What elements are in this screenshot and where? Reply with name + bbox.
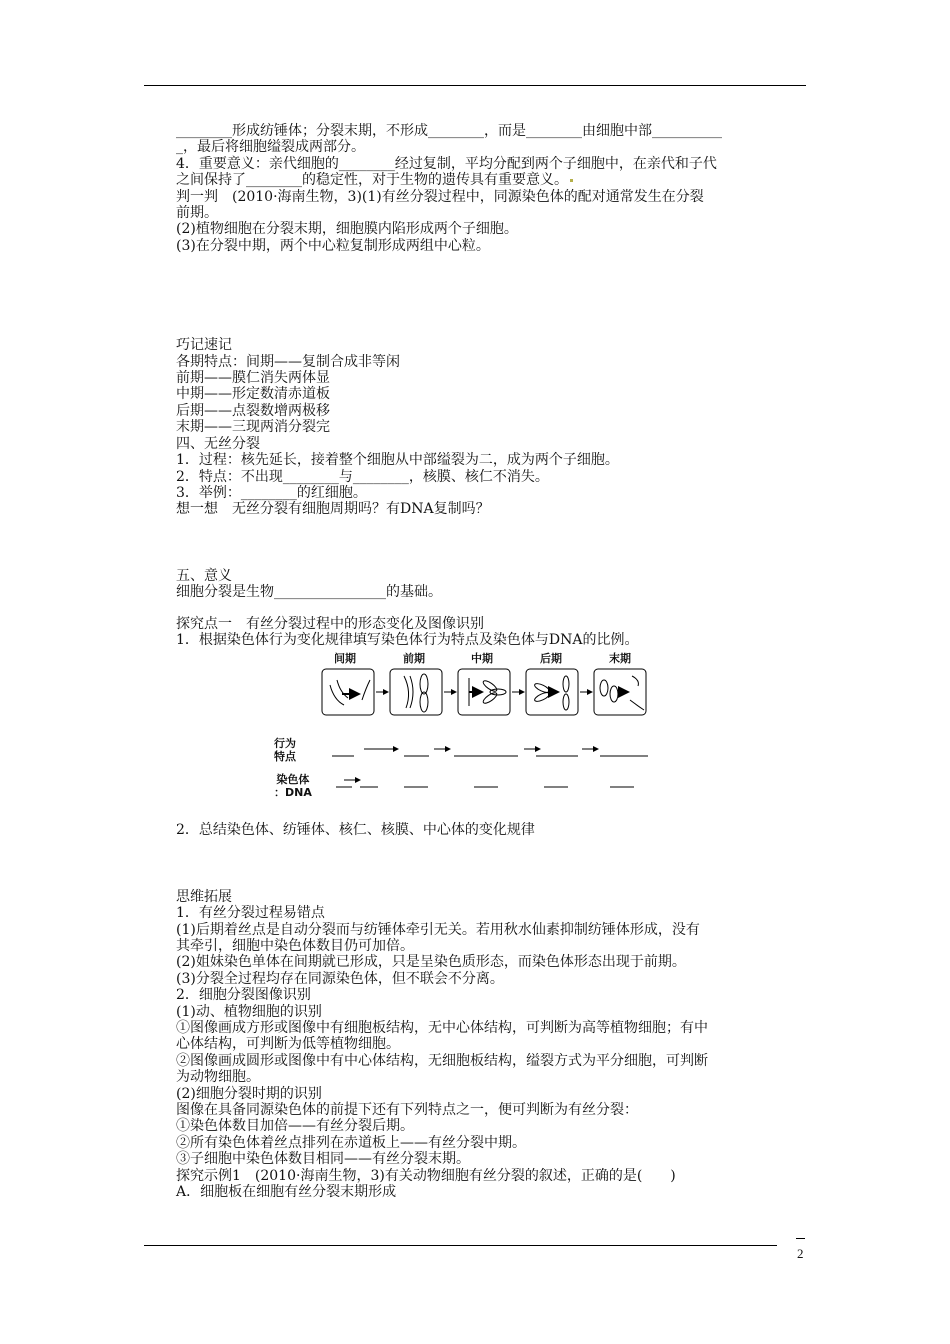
text-line: 前期。 — [176, 205, 218, 222]
text-line: 为动物细胞。 — [176, 1069, 260, 1086]
text-line: 其牵引，细胞中染色体数目仍可加倍。 — [176, 937, 414, 954]
page-number-mark — [796, 1238, 805, 1239]
stage-label-interphase: 间期 — [334, 652, 356, 666]
text-line: (2)细胞分裂时期的识别 — [176, 1085, 322, 1102]
text-line: 细胞分裂是生物________________的基础。 — [176, 584, 442, 601]
text-line: A．细胞板在细胞有丝分裂末期形成 — [176, 1184, 397, 1201]
section-heading: 巧记速记 — [176, 337, 232, 354]
text-line: 3．举例：________的红细胞。 — [176, 484, 367, 501]
text-line: ①图像画成方形或图像中有细胞板结构，无中心体结构，可判断为高等植物细胞；有中 — [176, 1020, 708, 1036]
cell-anaphase — [526, 669, 578, 715]
text-line: 中期——形定数清赤道板 — [176, 386, 330, 403]
cell-interphase — [322, 669, 374, 715]
mitosis-diagram — [274, 650, 704, 820]
text-line: 2．细胞分裂图像识别 — [176, 987, 311, 1004]
text-line: 2．总结染色体、纺锤体、核仁、核膜、中心体的变化规律 — [176, 822, 535, 839]
text-line: 1．过程：核先延长，接着整个细胞从中部缢裂为二，成为两个子细胞。 — [176, 452, 619, 469]
row-label-line: 染色体 — [276, 773, 310, 787]
text-line: 1．根据染色体行为变化规律填写染色体行为特点及染色体与DNA的比例。 — [176, 631, 639, 648]
page-body — [176, 123, 808, 1200]
stage-label-metaphase: 中期 — [471, 652, 493, 666]
text-line: 各期特点：间期——复制合成非等闲 — [176, 353, 400, 370]
text-line: ②图像画成圆形或图像中有中心体结构，无细胞板结构，缢裂方式为平分细胞，可判断 — [176, 1052, 708, 1069]
text-line: 后期——点裂数增两极移 — [176, 402, 330, 419]
text-line: 判一判 (2010·海南生物，3)(1)有丝分裂过程中，同源染色体的配对通常发生在分裂 — [176, 188, 704, 205]
section-heading: 五、意义 — [176, 567, 232, 584]
row-label-behavior — [274, 737, 296, 763]
text-line: ①染色体数目加倍——有丝分裂后期。 — [176, 1118, 414, 1135]
cell-metaphase — [458, 669, 510, 715]
cell-telophase — [594, 669, 646, 715]
text-line: (3)在分裂中期，两个中心粒复制形成两组中心粒。 — [176, 237, 490, 254]
text-line: (2)姐妹染色单体在间期就已形成，只是呈染色质形态，而染色体形态出现于前期。 — [176, 954, 686, 971]
text-line: 2．特点：不出现________与________，核膜、核仁不消失。 — [176, 468, 549, 485]
text-line: ③子细胞中染色体数目相同——有丝分裂末期。 — [176, 1151, 470, 1168]
stage-label-anaphase: 后期 — [540, 652, 562, 666]
page-number: 2 — [797, 1246, 804, 1261]
row-label-ratio — [274, 773, 312, 799]
text-line: 1．有丝分裂过程易错点 — [176, 905, 325, 922]
text-line: (3)分裂全过程均存在同源染色体，但不联会不分离。 — [176, 970, 504, 987]
text-line: ②所有染色体着丝点排列在赤道板上——有丝分裂中期。 — [176, 1134, 526, 1151]
text-line: ________形成纺锤体；分裂末期，不形成________，而是________由细胞中部__________ — [176, 123, 722, 139]
diagram-graphic — [304, 650, 704, 820]
text-line: 4．重要意义：亲代细胞的________经过复制，平均分配到两个子细胞中，在亲代和子代 — [176, 155, 717, 172]
header-rule — [144, 85, 806, 86]
text-line — [176, 172, 808, 188]
text-line: 图像在具备同源染色体的前提下还有下列特点之一，便可判断为有丝分裂： — [176, 1102, 638, 1119]
text-line: (2)植物细胞在分裂末期，细胞膜内陷形成两个子细胞。 — [176, 221, 518, 238]
text-line: (1)动、植物细胞的识别 — [176, 1003, 322, 1020]
footer-rule — [144, 1245, 777, 1246]
row-label-line: 行为 — [274, 737, 296, 751]
stage-label-telophase: 末期 — [609, 652, 631, 666]
behavior-row — [332, 749, 648, 756]
text-line: 末期——三现两消分裂完 — [176, 419, 330, 436]
text-line: 心体结构，可判断为低等植物细胞。 — [176, 1036, 400, 1053]
cell-prophase — [390, 669, 442, 715]
text-line: 前期——膜仁消失两体显 — [176, 370, 330, 387]
text-line: 探究示例1 (2010·海南生物，3)有关动物细胞有丝分裂的叙述，正确的是( ) — [176, 1167, 676, 1184]
ratio-row — [336, 780, 634, 787]
mark-dot — [570, 179, 573, 182]
text-line: 想一想 无丝分裂有细胞周期吗？有DNA复制吗？ — [176, 501, 490, 518]
text-span: 之间保持了________的稳定性，对于生物的遗传具有重要意义。 — [176, 172, 568, 189]
section-heading: 四、无丝分裂 — [176, 435, 260, 452]
stage-label-prophase: 前期 — [403, 652, 425, 666]
text-line: _，最后将细胞缢裂成两部分。 — [176, 139, 365, 156]
row-label-line: 特点 — [274, 750, 296, 764]
row-label-line: ：DNA — [274, 786, 312, 800]
section-heading: 思维拓展 — [176, 888, 232, 905]
text-line: (1)后期着丝点是自动分裂而与纺锤体牵引无关。若用秋水仙素抑制纺锤体形成，没有 — [176, 921, 700, 938]
section-heading: 探究点一 有丝分裂过程中的形态变化及图像识别 — [176, 615, 484, 632]
